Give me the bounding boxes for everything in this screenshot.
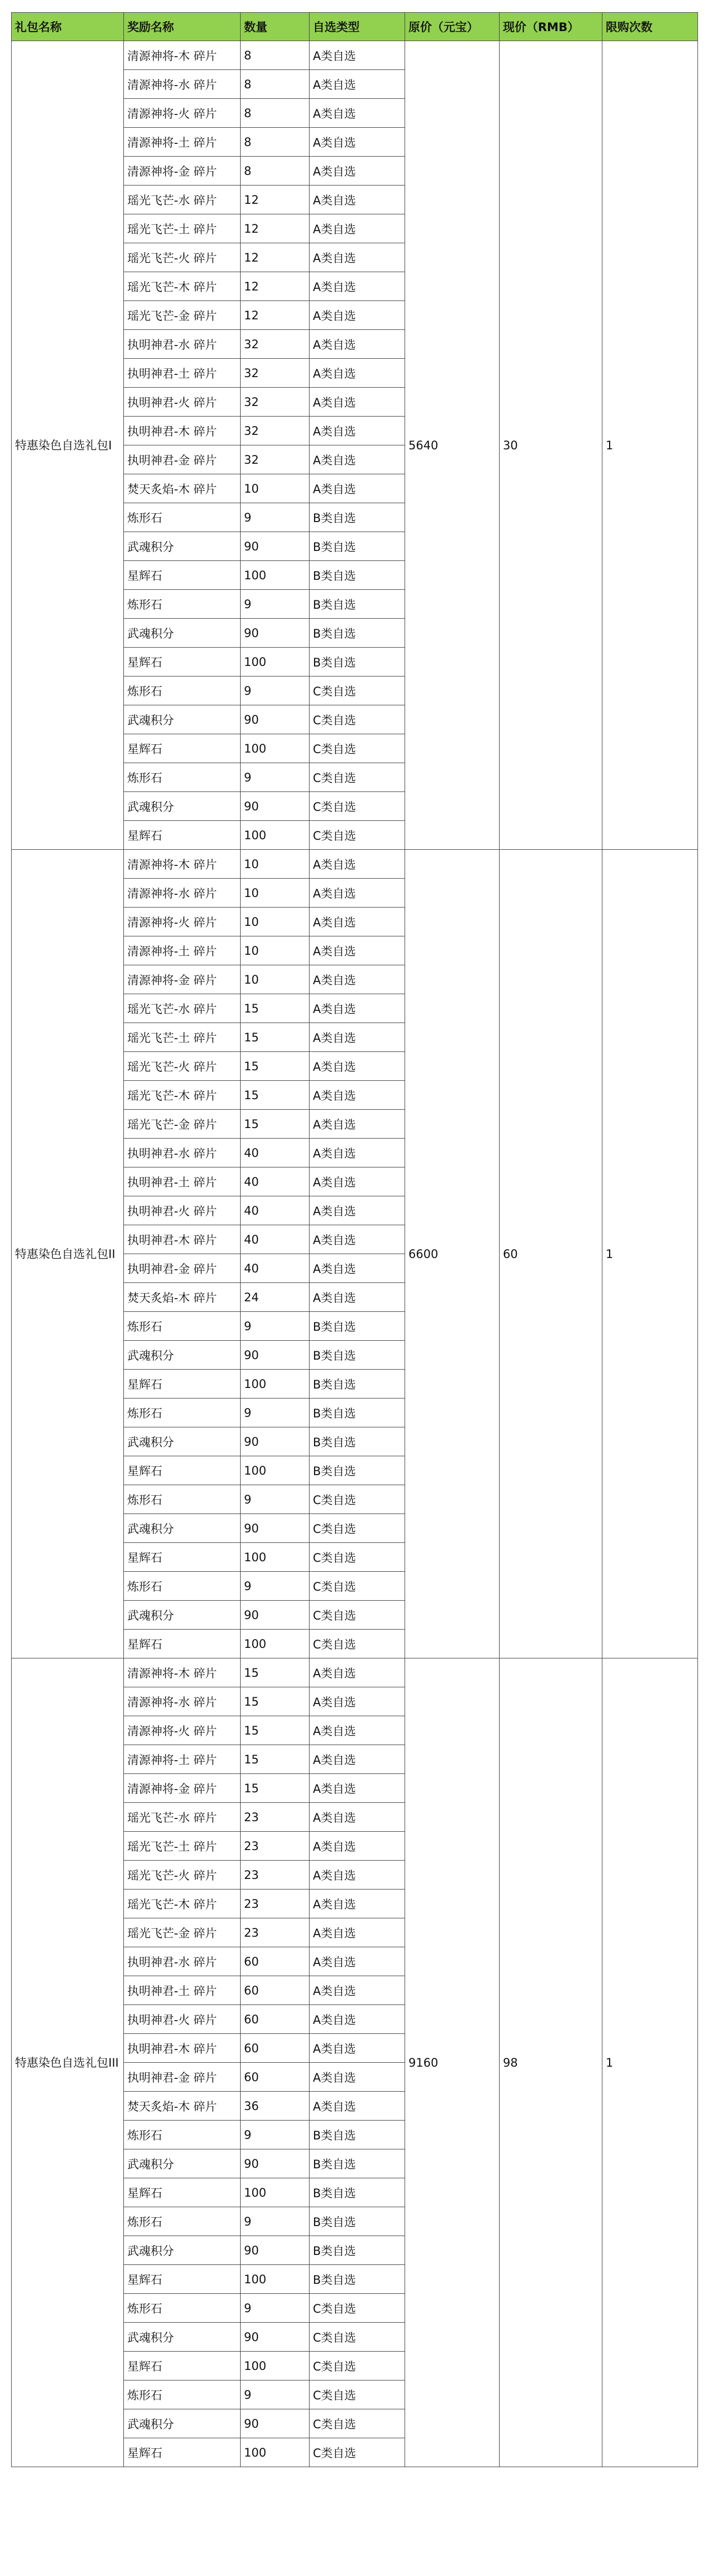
reward-name: 执明神君-火 碎片 (124, 2005, 241, 2034)
reward-name: 执明神君-水 碎片 (124, 1139, 241, 1167)
reward-choice-type: C类自选 (310, 763, 405, 792)
reward-name: 武魂积分 (124, 2409, 241, 2438)
reward-quantity: 10 (241, 936, 310, 965)
reward-choice-type: A类自选 (310, 272, 405, 301)
reward-name: 星辉石 (124, 1543, 241, 1572)
reward-quantity: 100 (241, 648, 310, 676)
reward-choice-type: C类自选 (310, 1543, 405, 1572)
reward-choice-type: A类自选 (310, 1803, 405, 1832)
reward-name: 瑶光飞芒-木 碎片 (124, 272, 241, 301)
reward-choice-type: A类自选 (310, 99, 405, 128)
reward-choice-type: B类自选 (310, 2265, 405, 2294)
reward-quantity: 60 (241, 2063, 310, 2092)
reward-quantity: 10 (241, 908, 310, 936)
reward-name: 星辉石 (124, 2352, 241, 2380)
reward-name: 武魂积分 (124, 2236, 241, 2265)
reward-quantity: 60 (241, 2034, 310, 2063)
reward-name: 星辉石 (124, 2265, 241, 2294)
reward-name: 瑶光飞芒-金 碎片 (124, 1110, 241, 1139)
reward-choice-type: A类自选 (310, 1167, 405, 1196)
reward-name: 清源神将-土 碎片 (124, 936, 241, 965)
page (11, 12, 698, 2467)
reward-choice-type: A类自选 (310, 1861, 405, 1890)
reward-name: 清源神将-水 碎片 (124, 70, 241, 99)
reward-quantity: 9 (241, 1572, 310, 1601)
reward-quantity: 15 (241, 1658, 310, 1687)
reward-name: 瑶光飞芒-水 碎片 (124, 186, 241, 214)
reward-choice-type: C类自选 (310, 705, 405, 734)
reward-name: 武魂积分 (124, 1341, 241, 1370)
reward-name: 武魂积分 (124, 1427, 241, 1456)
reward-quantity: 9 (241, 676, 310, 705)
reward-choice-type: A类自选 (310, 70, 405, 99)
reward-choice-type: A类自选 (310, 1947, 405, 1976)
reward-name: 武魂积分 (124, 619, 241, 648)
reward-quantity: 10 (241, 965, 310, 994)
reward-choice-type: B类自选 (310, 532, 405, 561)
reward-name: 瑶光飞芒-水 碎片 (124, 1803, 241, 1832)
reward-name: 炼形石 (124, 503, 241, 532)
reward-quantity: 9 (241, 2121, 310, 2149)
reward-choice-type: A类自选 (310, 1081, 405, 1110)
reward-quantity: 15 (241, 1081, 310, 1110)
reward-choice-type: A类自选 (310, 1918, 405, 1947)
reward-name: 炼形石 (124, 2207, 241, 2236)
reward-choice-type: A类自选 (310, 1976, 405, 2005)
reward-choice-type: B类自选 (310, 1370, 405, 1399)
reward-choice-type: A类自选 (310, 1890, 405, 1918)
reward-quantity: 90 (241, 2236, 310, 2265)
reward-choice-type: B类自选 (310, 2149, 405, 2178)
reward-choice-type: C类自选 (310, 676, 405, 705)
current-price: 98 (500, 1658, 602, 2467)
reward-quantity: 90 (241, 1427, 310, 1456)
reward-choice-type: A类自选 (310, 1687, 405, 1716)
reward-quantity: 90 (241, 532, 310, 561)
reward-quantity: 23 (241, 1861, 310, 1890)
reward-name: 清源神将-金 碎片 (124, 1774, 241, 1803)
reward-quantity: 60 (241, 2005, 310, 2034)
reward-choice-type: C类自选 (310, 2409, 405, 2438)
reward-name: 清源神将-木 碎片 (124, 850, 241, 879)
reward-quantity: 8 (241, 157, 310, 186)
reward-quantity: 15 (241, 1774, 310, 1803)
package-name: 特惠染色自选礼包III (12, 1658, 124, 2467)
purchase-limit: 1 (602, 850, 698, 1658)
reward-name: 星辉石 (124, 1630, 241, 1658)
reward-choice-type: B类自选 (310, 590, 405, 619)
reward-name: 执明神君-土 碎片 (124, 359, 241, 388)
current-price: 60 (500, 850, 602, 1658)
reward-name: 清源神将-木 碎片 (124, 41, 241, 70)
reward-name: 星辉石 (124, 1370, 241, 1399)
reward-quantity: 9 (241, 2207, 310, 2236)
reward-choice-type: C类自选 (310, 734, 405, 763)
reward-choice-type: A类自选 (310, 445, 405, 474)
reward-choice-type: A类自选 (310, 330, 405, 359)
reward-quantity: 23 (241, 1918, 310, 1947)
reward-name: 星辉石 (124, 561, 241, 590)
reward-quantity: 32 (241, 330, 310, 359)
reward-choice-type: A类自选 (310, 1052, 405, 1081)
reward-name: 焚天炙焰-木 碎片 (124, 1283, 241, 1312)
reward-quantity: 100 (241, 2178, 310, 2207)
reward-choice-type: A类自选 (310, 1716, 405, 1745)
reward-quantity: 15 (241, 994, 310, 1023)
reward-name: 清源神将-水 碎片 (124, 1687, 241, 1716)
reward-choice-type: B类自选 (310, 2121, 405, 2149)
reward-quantity: 100 (241, 821, 310, 850)
reward-name: 星辉石 (124, 734, 241, 763)
reward-quantity: 24 (241, 1283, 310, 1312)
reward-choice-type: A类自选 (310, 908, 405, 936)
reward-quantity: 90 (241, 2409, 310, 2438)
reward-choice-type: C类自选 (310, 1601, 405, 1630)
reward-choice-type: A类自选 (310, 359, 405, 388)
reward-name: 星辉石 (124, 2178, 241, 2207)
reward-choice-type: C类自选 (310, 1485, 405, 1514)
reward-name: 清源神将-火 碎片 (124, 908, 241, 936)
reward-quantity: 32 (241, 417, 310, 445)
reward-name: 执明神君-金 碎片 (124, 2063, 241, 2092)
reward-quantity: 9 (241, 763, 310, 792)
reward-choice-type: A类自选 (310, 1658, 405, 1687)
reward-choice-type: A类自选 (310, 243, 405, 272)
reward-name: 清源神将-土 碎片 (124, 1745, 241, 1774)
purchase-limit: 1 (602, 41, 698, 850)
reward-choice-type: A类自选 (310, 1774, 405, 1803)
reward-name: 武魂积分 (124, 705, 241, 734)
reward-choice-type: A类自选 (310, 388, 405, 417)
reward-quantity: 32 (241, 359, 310, 388)
reward-choice-type: C类自选 (310, 1514, 405, 1543)
reward-name: 炼形石 (124, 1572, 241, 1601)
reward-quantity: 40 (241, 1167, 310, 1196)
reward-quantity: 9 (241, 1399, 310, 1427)
reward-name: 瑶光飞芒-火 碎片 (124, 1052, 241, 1081)
original-price: 9160 (405, 1658, 500, 2467)
reward-choice-type: A类自选 (310, 1832, 405, 1861)
reward-name: 炼形石 (124, 2121, 241, 2149)
reward-quantity: 15 (241, 1110, 310, 1139)
reward-quantity: 40 (241, 1139, 310, 1167)
reward-choice-type: A类自选 (310, 850, 405, 879)
reward-name: 执明神君-土 碎片 (124, 1167, 241, 1196)
reward-choice-type: A类自选 (310, 474, 405, 503)
reward-quantity: 23 (241, 1890, 310, 1918)
reward-name: 执明神君-火 碎片 (124, 388, 241, 417)
reward-quantity: 23 (241, 1803, 310, 1832)
reward-quantity: 12 (241, 301, 310, 330)
reward-quantity: 32 (241, 388, 310, 417)
reward-name: 执明神君-水 碎片 (124, 330, 241, 359)
reward-quantity: 90 (241, 1341, 310, 1370)
reward-choice-type: A类自选 (310, 417, 405, 445)
reward-quantity: 8 (241, 128, 310, 157)
reward-quantity: 12 (241, 243, 310, 272)
reward-choice-type: A类自选 (310, 301, 405, 330)
current-price: 30 (500, 41, 602, 850)
reward-choice-type: C类自选 (310, 2380, 405, 2409)
reward-quantity: 100 (241, 2265, 310, 2294)
reward-quantity: 100 (241, 2352, 310, 2380)
reward-choice-type: B类自选 (310, 2207, 405, 2236)
reward-quantity: 23 (241, 1832, 310, 1861)
reward-name: 清源神将-金 碎片 (124, 965, 241, 994)
reward-quantity: 40 (241, 1254, 310, 1283)
reward-quantity: 100 (241, 1543, 310, 1572)
reward-quantity: 90 (241, 1601, 310, 1630)
reward-choice-type: A类自选 (310, 936, 405, 965)
reward-choice-type: A类自选 (310, 1225, 405, 1254)
reward-name: 清源神将-火 碎片 (124, 1716, 241, 1745)
gift-package-table (11, 12, 698, 2467)
reward-quantity: 90 (241, 792, 310, 821)
reward-name: 炼形石 (124, 1312, 241, 1341)
reward-choice-type: A类自选 (310, 214, 405, 243)
reward-quantity: 9 (241, 2380, 310, 2409)
header-purchase-limit: 限购次数 (602, 13, 698, 41)
reward-name: 武魂积分 (124, 2323, 241, 2352)
reward-name: 焚天炙焰-木 碎片 (124, 474, 241, 503)
reward-quantity: 15 (241, 1716, 310, 1745)
reward-name: 炼形石 (124, 1399, 241, 1427)
reward-quantity: 12 (241, 214, 310, 243)
reward-choice-type: B类自选 (310, 619, 405, 648)
reward-quantity: 10 (241, 474, 310, 503)
reward-choice-type: C类自选 (310, 1572, 405, 1601)
reward-choice-type: A类自选 (310, 1110, 405, 1139)
reward-quantity: 40 (241, 1196, 310, 1225)
reward-name: 瑶光飞芒-水 碎片 (124, 994, 241, 1023)
reward-choice-type: C类自选 (310, 821, 405, 850)
reward-quantity: 8 (241, 70, 310, 99)
reward-name: 炼形石 (124, 2294, 241, 2323)
reward-choice-type: C类自选 (310, 2352, 405, 2380)
original-price: 6600 (405, 850, 500, 1658)
reward-choice-type: A类自选 (310, 2063, 405, 2092)
reward-name: 武魂积分 (124, 2149, 241, 2178)
reward-name: 武魂积分 (124, 532, 241, 561)
reward-choice-type: A类自选 (310, 1139, 405, 1167)
reward-choice-type: B类自选 (310, 1341, 405, 1370)
reward-name: 清源神将-金 碎片 (124, 157, 241, 186)
reward-quantity: 60 (241, 1947, 310, 1976)
reward-quantity: 100 (241, 734, 310, 763)
reward-name: 瑶光飞芒-木 碎片 (124, 1081, 241, 1110)
reward-choice-type: A类自选 (310, 879, 405, 908)
reward-name: 炼形石 (124, 2380, 241, 2409)
reward-choice-type: A类自选 (310, 994, 405, 1023)
reward-name: 瑶光飞芒-火 碎片 (124, 1861, 241, 1890)
reward-quantity: 32 (241, 445, 310, 474)
reward-choice-type: A类自选 (310, 2005, 405, 2034)
reward-quantity: 9 (241, 590, 310, 619)
header-package-name: 礼包名称 (12, 13, 124, 41)
reward-quantity: 90 (241, 1514, 310, 1543)
reward-name: 清源神将-土 碎片 (124, 128, 241, 157)
reward-name: 瑶光飞芒-土 碎片 (124, 214, 241, 243)
reward-name: 清源神将-火 碎片 (124, 99, 241, 128)
reward-choice-type: C类自选 (310, 2294, 405, 2323)
header-original-price: 原价（元宝） (405, 13, 500, 41)
reward-name: 炼形石 (124, 763, 241, 792)
reward-quantity: 36 (241, 2092, 310, 2121)
reward-name: 炼形石 (124, 590, 241, 619)
reward-choice-type: C类自选 (310, 1630, 405, 1658)
reward-name: 清源神将-水 碎片 (124, 879, 241, 908)
reward-name: 星辉石 (124, 648, 241, 676)
reward-quantity: 9 (241, 1485, 310, 1514)
reward-name: 炼形石 (124, 1485, 241, 1514)
reward-name: 星辉石 (124, 821, 241, 850)
reward-name: 武魂积分 (124, 1601, 241, 1630)
reward-quantity: 100 (241, 2438, 310, 2467)
reward-quantity: 10 (241, 850, 310, 879)
reward-choice-type: B类自选 (310, 561, 405, 590)
reward-choice-type: B类自选 (310, 503, 405, 532)
header-quantity: 数量 (241, 13, 310, 41)
reward-name: 执明神君-金 碎片 (124, 445, 241, 474)
table-row (12, 850, 698, 879)
reward-name: 执明神君-火 碎片 (124, 1196, 241, 1225)
reward-choice-type: B类自选 (310, 2236, 405, 2265)
reward-quantity: 90 (241, 2149, 310, 2178)
reward-name: 瑶光飞芒-火 碎片 (124, 243, 241, 272)
reward-name: 执明神君-木 碎片 (124, 417, 241, 445)
reward-quantity: 9 (241, 2294, 310, 2323)
reward-quantity: 100 (241, 1370, 310, 1399)
reward-name: 执明神君-木 碎片 (124, 1225, 241, 1254)
header-reward-name: 奖励名称 (124, 13, 241, 41)
reward-choice-type: A类自选 (310, 1196, 405, 1225)
reward-quantity: 8 (241, 41, 310, 70)
reward-name: 瑶光飞芒-土 碎片 (124, 1832, 241, 1861)
reward-quantity: 100 (241, 1456, 310, 1485)
table-row (12, 41, 698, 70)
reward-quantity: 15 (241, 1687, 310, 1716)
reward-name: 星辉石 (124, 1456, 241, 1485)
reward-name: 瑶光飞芒-木 碎片 (124, 1890, 241, 1918)
reward-name: 瑶光飞芒-土 碎片 (124, 1023, 241, 1052)
reward-quantity: 12 (241, 272, 310, 301)
reward-quantity: 60 (241, 1976, 310, 2005)
reward-name: 武魂积分 (124, 1514, 241, 1543)
table-body (12, 41, 698, 2467)
reward-quantity: 9 (241, 1312, 310, 1341)
table-row (12, 1658, 698, 1687)
reward-quantity: 90 (241, 705, 310, 734)
reward-quantity: 10 (241, 879, 310, 908)
original-price: 5640 (405, 41, 500, 850)
reward-choice-type: C类自选 (310, 792, 405, 821)
reward-choice-type: B类自选 (310, 648, 405, 676)
header-choice-type: 自选类型 (310, 13, 405, 41)
reward-quantity: 90 (241, 619, 310, 648)
reward-choice-type: A类自选 (310, 128, 405, 157)
reward-name: 炼形石 (124, 676, 241, 705)
reward-choice-type: B类自选 (310, 1427, 405, 1456)
reward-choice-type: A类自选 (310, 1254, 405, 1283)
reward-choice-type: A类自选 (310, 41, 405, 70)
reward-choice-type: A类自选 (310, 2034, 405, 2063)
reward-choice-type: A类自选 (310, 186, 405, 214)
reward-name: 执明神君-木 碎片 (124, 2034, 241, 2063)
reward-name: 瑶光飞芒-金 碎片 (124, 301, 241, 330)
package-name: 特惠染色自选礼包I (12, 41, 124, 850)
reward-quantity: 90 (241, 2323, 310, 2352)
purchase-limit: 1 (602, 1658, 698, 2467)
reward-choice-type: A类自选 (310, 1023, 405, 1052)
reward-name: 执明神君-水 碎片 (124, 1947, 241, 1976)
reward-quantity: 9 (241, 503, 310, 532)
reward-choice-type: A类自选 (310, 1745, 405, 1774)
reward-quantity: 100 (241, 1630, 310, 1658)
reward-choice-type: B类自选 (310, 1399, 405, 1427)
reward-name: 清源神将-木 碎片 (124, 1658, 241, 1687)
reward-name: 执明神君-金 碎片 (124, 1254, 241, 1283)
reward-choice-type: C类自选 (310, 2438, 405, 2467)
reward-choice-type: B类自选 (310, 1312, 405, 1341)
reward-name: 星辉石 (124, 2438, 241, 2467)
reward-quantity: 15 (241, 1745, 310, 1774)
reward-name: 瑶光飞芒-金 碎片 (124, 1918, 241, 1947)
reward-quantity: 40 (241, 1225, 310, 1254)
reward-quantity: 12 (241, 186, 310, 214)
reward-choice-type: A类自选 (310, 157, 405, 186)
header-row (12, 13, 698, 41)
reward-name: 执明神君-土 碎片 (124, 1976, 241, 2005)
header-current-price: 现价（RMB） (500, 13, 602, 41)
reward-choice-type: B类自选 (310, 1456, 405, 1485)
reward-quantity: 15 (241, 1052, 310, 1081)
reward-quantity: 8 (241, 99, 310, 128)
reward-choice-type: B类自选 (310, 2178, 405, 2207)
reward-name: 焚天炙焰-木 碎片 (124, 2092, 241, 2121)
reward-choice-type: A类自选 (310, 965, 405, 994)
reward-choice-type: C类自选 (310, 2323, 405, 2352)
reward-quantity: 100 (241, 561, 310, 590)
package-name: 特惠染色自选礼包II (12, 850, 124, 1658)
reward-name: 武魂积分 (124, 792, 241, 821)
reward-choice-type: A类自选 (310, 1283, 405, 1312)
reward-quantity: 15 (241, 1023, 310, 1052)
reward-choice-type: A类自选 (310, 2092, 405, 2121)
